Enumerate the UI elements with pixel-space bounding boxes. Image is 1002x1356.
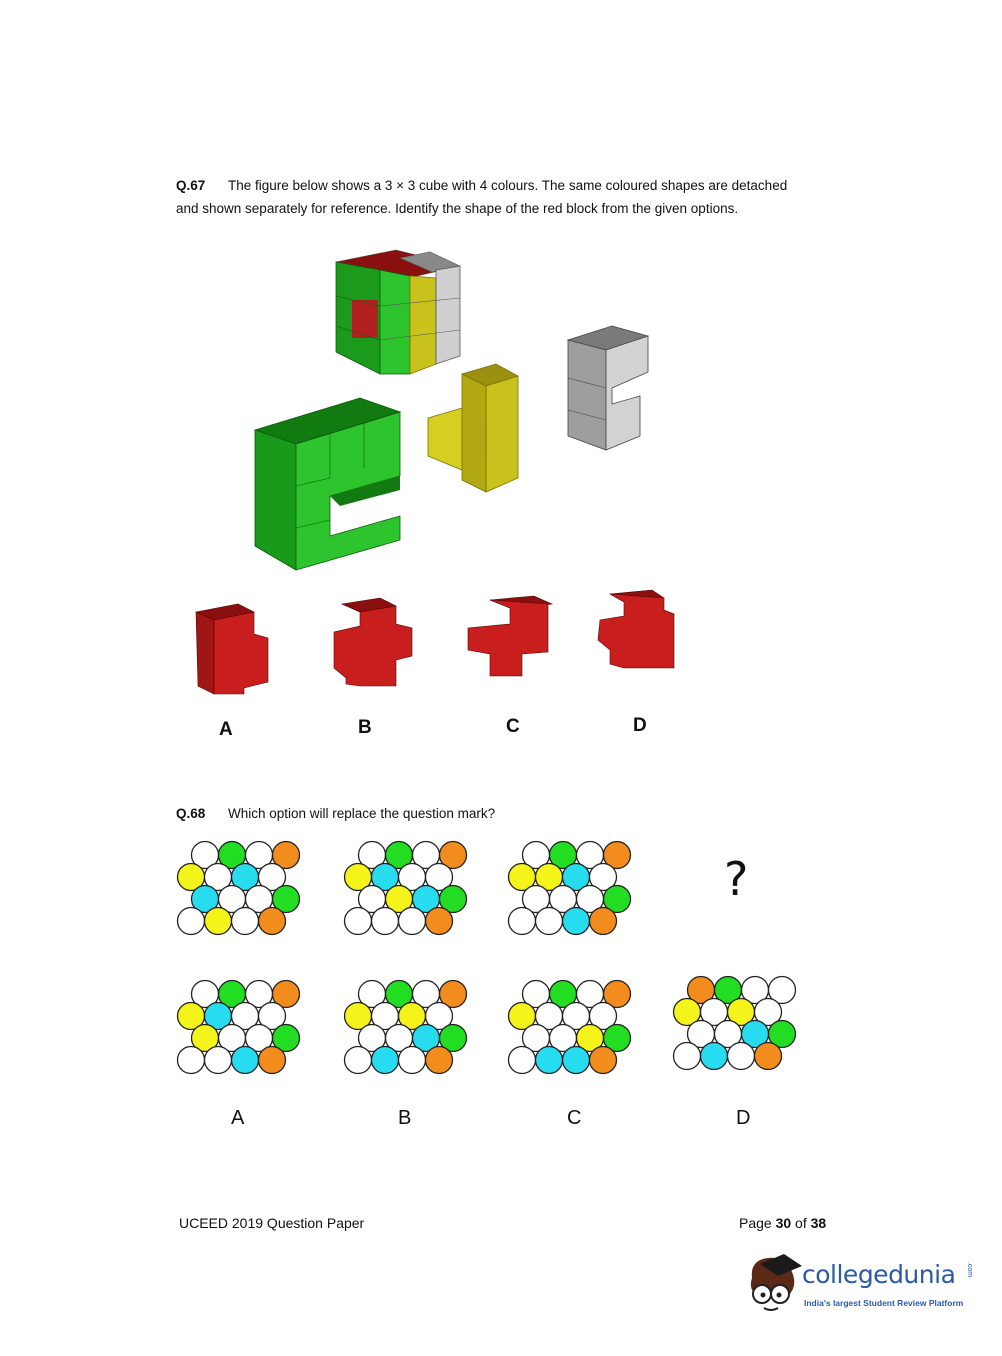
mascot-icon [742, 1250, 802, 1316]
grid-circle [178, 908, 205, 935]
logo-brand-text: collegedunia [802, 1260, 956, 1289]
grid-circle [509, 1047, 536, 1074]
grid-circle [536, 908, 563, 935]
grid-circle [728, 1043, 755, 1070]
grid-circle [426, 908, 453, 935]
grid-circle [399, 908, 426, 935]
footer-page-number: Page 30 of 38 [739, 1215, 827, 1231]
q68-option-figure-c [509, 981, 631, 1074]
grid-circle [509, 908, 536, 935]
q68-option-d-label[interactable]: D [736, 1107, 751, 1129]
q67-number: Q.67 [176, 178, 206, 193]
q68-option-figure-a [178, 981, 300, 1074]
q68-option-figure-d [674, 977, 796, 1070]
grid-circle [563, 1047, 590, 1074]
grid-circle [345, 1047, 372, 1074]
q67-option-d-label[interactable]: D [633, 715, 647, 736]
q68-option-c-label[interactable]: C [567, 1107, 582, 1129]
q68-option-figure-b [345, 981, 467, 1074]
grid-circle [590, 1047, 617, 1074]
logo-tagline: India's largest Student Review Platform [804, 1298, 964, 1308]
grid-circle [345, 908, 372, 935]
q68-option-a-label[interactable]: A [231, 1107, 245, 1129]
grid-circle [674, 1043, 701, 1070]
grid-circle [701, 1043, 728, 1070]
grid-circle [372, 908, 399, 935]
logo-suffix: .com [966, 1261, 974, 1278]
q68-text: Which option will replace the question mark? [228, 806, 496, 821]
footer-title: UCEED 2019 Question Paper [179, 1215, 365, 1231]
grid-circle [205, 908, 232, 935]
q68-option-b-label[interactable]: B [398, 1107, 412, 1129]
q67-option-a-label[interactable]: A [219, 719, 233, 740]
grid-circle [232, 1047, 259, 1074]
grid-circle [259, 1047, 286, 1074]
grid-circle [563, 908, 590, 935]
grid-circle [536, 1047, 563, 1074]
collegedunia-logo[interactable] [742, 1250, 972, 1320]
grid-circle [399, 1047, 426, 1074]
grid-circle [178, 1047, 205, 1074]
q68-question-figure-2 [345, 842, 467, 935]
q67-option-c-label[interactable]: C [506, 716, 520, 737]
grid-circle [590, 908, 617, 935]
grid-circle [372, 1047, 399, 1074]
q68-number: Q.68 [176, 806, 206, 821]
grid-circle [259, 908, 286, 935]
q67-text-line2: and shown separately for reference. Identify the shape of the red block from the given options. [176, 201, 739, 216]
q68-question-figure-3 [509, 842, 631, 935]
q68-question-mark: ? [724, 852, 749, 906]
grid-circle [205, 1047, 232, 1074]
grid-circle [232, 908, 259, 935]
q67-text-line1: The figure below shows a 3 × 3 cube with 4 colours. The same coloured shapes are detached [228, 178, 788, 193]
grid-circle [426, 1047, 453, 1074]
q68-question-figure-1 [178, 842, 300, 935]
q67-option-b-label[interactable]: B [358, 717, 372, 738]
grid-circle [755, 1043, 782, 1070]
